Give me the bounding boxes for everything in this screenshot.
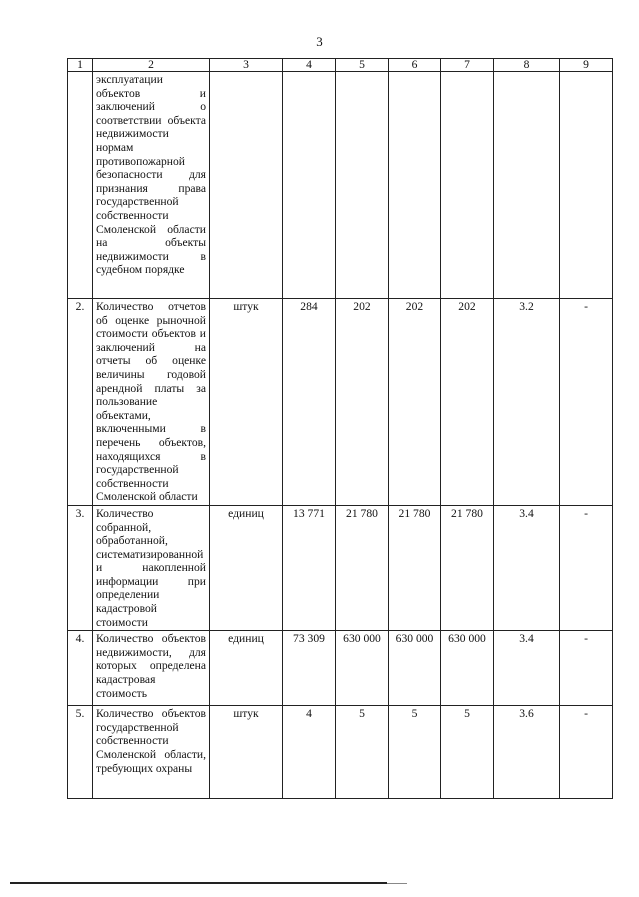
table-row [68, 631, 613, 706]
row-value-col9: - [560, 505, 613, 630]
row-value-col7: 202 [441, 299, 494, 506]
column-header: 8 [494, 59, 560, 72]
row-value-col9 [560, 72, 613, 299]
table-row [68, 706, 613, 799]
column-header: 3 [210, 59, 283, 72]
column-header: 7 [441, 59, 494, 72]
table-header-row [68, 59, 613, 72]
row-value-col9: - [560, 631, 613, 706]
row-value-col6: 630 000 [389, 631, 441, 706]
row-value-col7 [441, 72, 494, 299]
row-value-col6: 202 [389, 299, 441, 506]
row-value-col4: 284 [283, 299, 336, 506]
row-number: 3. [68, 505, 93, 630]
row-value-col8: 3.4 [494, 505, 560, 630]
row-value-col4: 4 [283, 706, 336, 799]
column-header: 5 [336, 59, 389, 72]
row-value-col9: - [560, 299, 613, 506]
row-unit [210, 72, 283, 299]
row-description: Количество собранной, обработанной, систематизированной и накопленной информации при определении кадастровой стоимости [93, 505, 210, 630]
row-value-col4 [283, 72, 336, 299]
column-header: 9 [560, 59, 613, 72]
row-value-col6 [389, 72, 441, 299]
row-value-col4: 73 309 [283, 631, 336, 706]
footer-rule [10, 882, 387, 884]
row-value-col7: 630 000 [441, 631, 494, 706]
row-number: 2. [68, 299, 93, 506]
column-header: 1 [68, 59, 93, 72]
row-number: 4. [68, 631, 93, 706]
row-value-col5: 202 [336, 299, 389, 506]
row-value-col6: 21 780 [389, 505, 441, 630]
row-number: 5. [68, 706, 93, 799]
row-value-col5: 630 000 [336, 631, 389, 706]
table-row [68, 505, 613, 630]
data-table [67, 58, 613, 799]
row-unit: штук [210, 299, 283, 506]
row-number [68, 72, 93, 299]
column-header: 4 [283, 59, 336, 72]
row-value-col5 [336, 72, 389, 299]
column-header: 6 [389, 59, 441, 72]
column-header: 2 [93, 59, 210, 72]
page-number: 3 [316, 34, 323, 49]
row-description: Количество объектов государственной собственности Смоленской области, требующих охраны [93, 706, 210, 799]
row-description: эксплуатации объектов и заключений о соответствии объекта недвижимости нормам противопожарной безопасности для признания права государственной собственности Смоленской области на объекты недвижимости в судебном порядке [93, 72, 210, 299]
row-value-col8 [494, 72, 560, 299]
row-value-col7: 21 780 [441, 505, 494, 630]
row-value-col4: 13 771 [283, 505, 336, 630]
row-value-col5: 5 [336, 706, 389, 799]
row-value-col8: 3.2 [494, 299, 560, 506]
row-value-col8: 3.4 [494, 631, 560, 706]
row-value-col7: 5 [441, 706, 494, 799]
row-unit: штук [210, 706, 283, 799]
table-row [68, 299, 613, 506]
table-row [68, 72, 613, 299]
row-value-col6: 5 [389, 706, 441, 799]
footer-rule-tail [387, 883, 407, 884]
row-unit: единиц [210, 505, 283, 630]
row-unit: единиц [210, 631, 283, 706]
row-description: Количество отчетов об оценке рыночной стоимости объектов и заключений на отчеты об оценке величины годовой арендной платы за пользование объектами, включенными в перечень объектов, находящихся в государственной собственности Смоленской области [93, 299, 210, 506]
row-value-col8: 3.6 [494, 706, 560, 799]
row-value-col5: 21 780 [336, 505, 389, 630]
row-description: Количество объектов недвижимости, для которых определена кадастровая стоимость [93, 631, 210, 706]
row-value-col9: - [560, 706, 613, 799]
